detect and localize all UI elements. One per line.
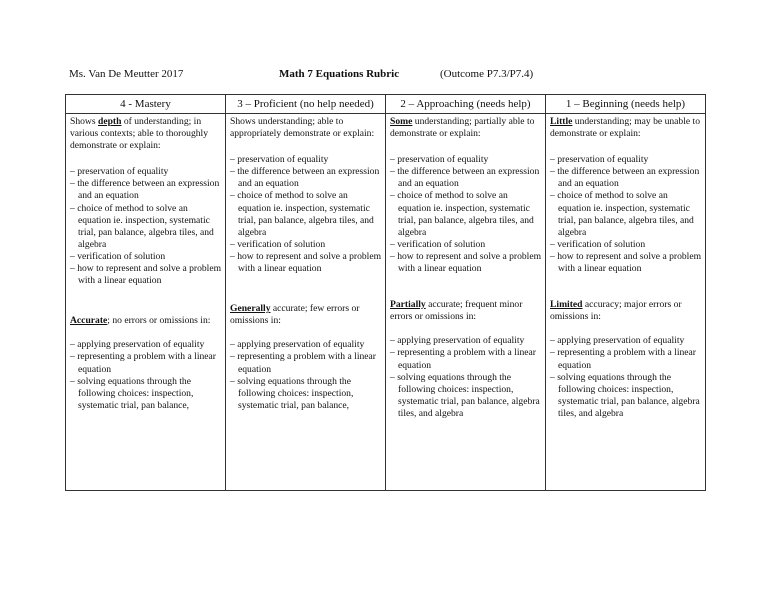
criteria-list <box>230 154 382 275</box>
criteria-item: – verification of solution <box>230 239 382 251</box>
intro-text: Shows understanding; able to appropriately demonstrate or explain: <box>230 116 375 140</box>
criteria-intro <box>550 116 702 140</box>
criteria-item: – preservation of equality <box>390 154 542 166</box>
rubric-header-row <box>66 95 706 114</box>
rubric-cell <box>386 114 546 491</box>
criteria-item: – preservation of equality <box>550 154 702 166</box>
intro-keyword: Accurate <box>70 315 108 327</box>
criteria-item: – how to represent and solve a problem with a linear equation <box>70 263 222 287</box>
criteria-item: – choice of method to solve an equation ie. inspection, systematic trial, pan balance, algebra tiles, and algebra <box>390 190 542 238</box>
rubric-cell <box>546 114 706 491</box>
criteria-intro <box>550 299 702 323</box>
column-heading-mastery: 4 - Mastery <box>66 95 226 114</box>
criteria-intro <box>70 315 222 327</box>
author-label: Ms. Van De Meutter 2017 <box>69 68 184 80</box>
column-heading-approaching: 2 – Approaching (needs help) <box>386 95 546 114</box>
rubric-body-row <box>66 114 706 491</box>
rubric-cell <box>66 114 226 491</box>
rubric-table <box>65 94 706 491</box>
intro-text: understanding; partially able to demonstrate or explain: <box>390 116 535 140</box>
criteria-item: – choice of method to solve an equation ie. inspection, systematic trial, pan balance, algebra tiles, and algebra <box>550 190 702 238</box>
intro-text: accurate; frequent minor errors or omissions in: <box>390 299 523 323</box>
criteria-item: – choice of method to solve an equation ie. inspection, systematic trial, pan balance, algebra tiles, and algebra <box>230 190 382 238</box>
criteria-item: – preservation of equality <box>230 154 382 166</box>
criteria-list <box>70 339 222 412</box>
criteria-item: – representing a problem with a linear equation <box>70 351 222 375</box>
column-heading-proficient: 3 – Proficient (no help needed) <box>226 95 386 114</box>
criteria-item: – verification of solution <box>70 251 222 263</box>
intro-keyword: Partially <box>390 299 426 311</box>
criteria-item: – verification of solution <box>390 239 542 251</box>
intro-keyword: Little <box>550 116 573 127</box>
criteria-item: – verification of solution <box>550 239 702 251</box>
intro-text: of understanding; in various contexts; able to thoroughly demonstrate or explain: <box>70 116 209 152</box>
document-header <box>69 68 708 84</box>
criteria-list <box>390 154 542 275</box>
intro-keyword: depth <box>98 116 122 127</box>
criteria-item: – the difference between an expression and an equation <box>70 178 222 202</box>
intro-text: accuracy; major errors or omissions in: <box>550 299 682 323</box>
intro-text: accurate; few errors or omissions in: <box>230 303 360 327</box>
intro-text: understanding; may be unable to demonstrate or explain: <box>550 116 701 140</box>
criteria-item: – choice of method to solve an equation ie. inspection, systematic trial, pan balance, algebra tiles, and algebra <box>70 203 222 251</box>
criteria-item: – how to represent and solve a problem with a linear equation <box>550 251 702 275</box>
column-heading-beginning: 1 – Beginning (needs help) <box>546 95 706 114</box>
intro-text: Shows <box>70 116 98 127</box>
criteria-item: – solving equations through the following choices: inspection, systematic trial, pan balance, algebra tiles, and algebra <box>390 372 542 420</box>
criteria-intro <box>390 299 542 323</box>
criteria-item: – applying preservation of equality <box>390 335 542 347</box>
criteria-item: – applying preservation of equality <box>70 339 222 351</box>
criteria-item: – applying preservation of equality <box>550 335 702 347</box>
document-title: Math 7 Equations Rubric <box>279 68 400 80</box>
criteria-item: – representing a problem with a linear equation <box>550 347 702 371</box>
criteria-item: – how to represent and solve a problem with a linear equation <box>390 251 542 275</box>
criteria-item: – the difference between an expression and an equation <box>550 166 702 190</box>
criteria-list <box>70 166 222 287</box>
intro-keyword: Generally <box>230 303 271 315</box>
criteria-item: – solving equations through the following choices: inspection, systematic trial, pan balance, <box>70 376 222 412</box>
criteria-item: – the difference between an expression and an equation <box>390 166 542 190</box>
criteria-item: – solving equations through the following choices: inspection, systematic trial, pan balance, <box>230 376 382 412</box>
outcome-label: (Outcome P7.3/P7.4) <box>440 68 534 80</box>
criteria-intro <box>230 303 382 327</box>
criteria-item: – representing a problem with a linear equation <box>230 351 382 375</box>
criteria-item: – solving equations through the following choices: inspection, systematic trial, pan balance, algebra tiles, and algebra <box>550 372 702 420</box>
criteria-list <box>550 335 702 420</box>
criteria-item: – preservation of equality <box>70 166 222 178</box>
criteria-list <box>230 339 382 412</box>
rubric-cell <box>226 114 386 491</box>
criteria-item: – how to represent and solve a problem with a linear equation <box>230 251 382 275</box>
criteria-item: – applying preservation of equality <box>230 339 382 351</box>
intro-text: ; no errors or omissions in: <box>107 315 211 327</box>
criteria-intro <box>70 116 222 152</box>
intro-keyword: Some <box>390 116 413 127</box>
criteria-list <box>550 154 702 275</box>
criteria-list <box>390 335 542 420</box>
criteria-item: – the difference between an expression and an equation <box>230 166 382 190</box>
criteria-item: – representing a problem with a linear equation <box>390 347 542 371</box>
intro-keyword: Limited <box>550 299 583 311</box>
criteria-intro <box>230 116 382 140</box>
criteria-intro <box>390 116 542 140</box>
